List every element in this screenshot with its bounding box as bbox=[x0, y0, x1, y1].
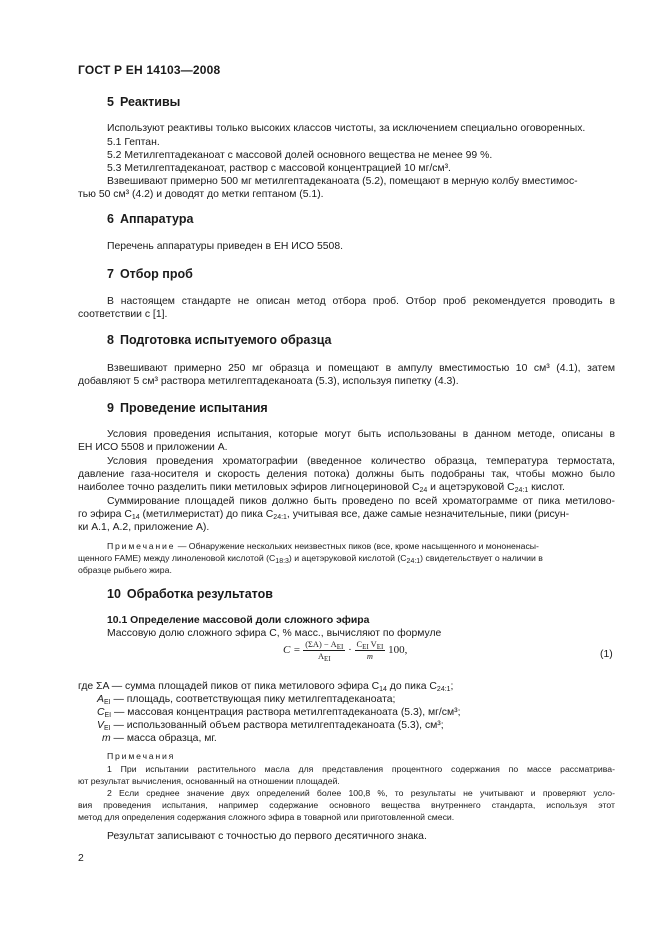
definition-m bbox=[102, 732, 217, 745]
s9-note-line-1 bbox=[107, 541, 539, 553]
text-run: C bbox=[97, 707, 105, 718]
subscript: 14 bbox=[379, 686, 387, 693]
note-label: Примечание bbox=[107, 541, 176, 551]
numerator-2 bbox=[355, 640, 386, 651]
fraction-2 bbox=[355, 640, 386, 661]
note-1-line-2: ют результат вычисления, основанный на отношении площадей. bbox=[78, 776, 340, 786]
text-run: (метилмеристат) до пика С bbox=[139, 509, 274, 520]
definition-sum-a bbox=[78, 680, 453, 693]
s9-p2-line-1: Условия проведения хроматографии (введенное количество образца, температура термостата, bbox=[107, 456, 615, 467]
note-2-line-1: 2 Если среднее значение двух определений более 100,8 %, то результаты не учитывают и проверяют усло- bbox=[107, 788, 615, 798]
definition-c-ei bbox=[97, 706, 460, 719]
section-number: 9 bbox=[107, 401, 114, 415]
subscript: EI bbox=[336, 643, 344, 651]
s8-line-1: Взвешивают примерно 250 мг образца и помещают в ампулу вместимостью 10 см³ (4.1), затем bbox=[107, 363, 615, 374]
section-title: Отбор проб bbox=[119, 267, 193, 281]
section-title: Реактивы bbox=[119, 95, 181, 109]
s7-line-1: В настоящем стандарте не описан метод отбора проб. Отбор проб рекомендуется проводить в bbox=[107, 296, 615, 307]
text-run: ; bbox=[450, 681, 454, 692]
text-run: где ΣA — сумма площадей пиков от пика метилового эфира С bbox=[78, 681, 380, 692]
s9-p3-line-2 bbox=[78, 508, 615, 521]
section-5-heading bbox=[107, 95, 180, 109]
subscript: EI bbox=[362, 643, 369, 651]
s5-item-4-line-2: тью 50 см³ (4.2) и доводят до метки гептаном (5.1). bbox=[78, 189, 324, 200]
section-7-heading bbox=[107, 267, 193, 281]
subscript: 24:1 bbox=[436, 686, 451, 693]
subscript: 24:1 bbox=[514, 487, 529, 494]
text-run: ) и ацетэруковой кислотой (С bbox=[288, 553, 407, 563]
text-run: до пика С bbox=[386, 681, 437, 692]
s5-item-2: 5.2 Метилгептадеканоат с массовой долей основного вещества не менее 99 %. bbox=[107, 150, 493, 161]
subscript: 18:3 bbox=[275, 558, 289, 565]
s8-line-2: добавляют 5 см³ раствора метилгептадеканоата (5.3), используя пипетку (4.3). bbox=[78, 376, 459, 387]
result-precision-text: Результат записывают с точностью до первого десятичного знака. bbox=[107, 831, 427, 842]
s6-text: Перечень аппаратуры приведен в ЕН ИСО 5508. bbox=[107, 241, 343, 252]
section-number: 8 bbox=[107, 333, 114, 347]
text-run: наиболее точно разделить пики метиловых эфиров лигноцериновой С bbox=[78, 482, 420, 493]
fraction-1 bbox=[303, 640, 345, 661]
multiply-sign: · bbox=[348, 644, 352, 657]
text-run: (ΣA) − A bbox=[305, 640, 337, 649]
subscript: 14 bbox=[131, 514, 140, 521]
text-run: го эфира С bbox=[78, 509, 132, 520]
section-number: 7 bbox=[107, 267, 114, 281]
s9-p3-line-1: Суммирование площадей пиков должно быть проведено по всей хроматограмме от пика метилово- bbox=[107, 496, 615, 507]
text-run: m bbox=[102, 733, 111, 744]
denominator-1 bbox=[303, 651, 345, 661]
subscript: EI bbox=[103, 699, 111, 706]
section-number: 5 bbox=[107, 95, 114, 109]
s5-item-3: 5.3 Метилгептадеканоат, раствор с массовой концентрацией 10 мг/см³. bbox=[107, 163, 451, 174]
definition-a-ei bbox=[97, 693, 395, 706]
s9-p1-line-2: ЕН ИСО 5508 и приложении А. bbox=[78, 442, 228, 453]
note-1-line-1: 1 При испытании растительного масла для представления процентного содержания по массе рассматрива- bbox=[107, 764, 615, 774]
formula-tail: 100, bbox=[388, 644, 408, 657]
section-title: Проведение испытания bbox=[119, 401, 268, 415]
denominator-2: m bbox=[366, 652, 373, 661]
subscript: 24:1 bbox=[273, 514, 287, 521]
text-run: — масса образца, мг. bbox=[110, 733, 217, 744]
s9-p2-line-2: давление газа-носителя и скорость деления потока) должны быть подобраны так, чтобы можно было bbox=[78, 469, 615, 480]
subscript: 24:1 bbox=[406, 558, 421, 565]
text-run: — использованный объем раствора метилгептадеканоата (5.3), см³; bbox=[110, 720, 444, 731]
document-header: ГОСТ Р ЕН 14103—2008 bbox=[78, 63, 221, 77]
formula-lhs: C = bbox=[283, 644, 301, 657]
text-run: ) свидетельствует о наличии в bbox=[420, 553, 543, 563]
s9-p3-line-3: ки А.1, А.2, приложение А). bbox=[78, 522, 210, 533]
subscript: EI bbox=[104, 712, 112, 719]
subscript: 24 bbox=[419, 487, 428, 494]
subscript: EI bbox=[324, 655, 331, 663]
s9-note-line-2 bbox=[78, 553, 615, 565]
s5-intro: Используют реактивы только высоких классов чистоты, за исключением специально оговоренных. bbox=[107, 123, 586, 134]
subscript: EI bbox=[376, 643, 384, 651]
section-6-heading bbox=[107, 212, 193, 226]
section-9-heading bbox=[107, 401, 268, 415]
note-2-line-2: вия проведения испытания, например содержание основного вещества внутреннего стандарта, используя этот bbox=[78, 800, 615, 810]
section-title: Подготовка испытуемого образца bbox=[119, 333, 332, 347]
note-2-line-3: метод для определения содержания сложного эфира в товарной или приготовленной смеси. bbox=[78, 812, 455, 822]
text-run: и ацетэруковой С bbox=[427, 482, 515, 493]
s7-line-2: соответствии с [1]. bbox=[78, 309, 168, 320]
text-run: V bbox=[368, 640, 377, 649]
page-number: 2 bbox=[78, 853, 84, 864]
section-8-heading bbox=[107, 333, 332, 347]
formula-number: (1) bbox=[600, 649, 613, 660]
notes-label: Примечания bbox=[107, 751, 176, 761]
text-run: щенного FAME) между линоленовой кислотой (С bbox=[78, 553, 276, 563]
text-run: V bbox=[97, 720, 104, 731]
text-run: C bbox=[356, 640, 363, 649]
s10-intro: Массовую долю сложного эфира С, % масс., вычисляют по формуле bbox=[107, 628, 442, 639]
numerator-1 bbox=[303, 640, 345, 651]
section-number: 6 bbox=[107, 212, 114, 226]
text-run: — массовая концентрация раствора метилгептадеканоата (5.3), мг/см³; bbox=[111, 707, 461, 718]
text-run: , учитывая все, даже самые незначительные, пики (рисун- bbox=[286, 509, 570, 520]
text-run: — Обнаружение нескольких неизвестных пиков (все, кроме насыщенного и мононенасы- bbox=[175, 541, 539, 551]
text-run: A bbox=[97, 694, 104, 705]
text-run: A bbox=[317, 652, 325, 661]
section-title: Обработка результатов bbox=[126, 587, 273, 601]
s9-note-line-3: образце рыбьего жира. bbox=[78, 565, 172, 575]
mass-fraction-formula bbox=[283, 640, 407, 661]
section-title: Аппаратура bbox=[119, 212, 194, 226]
s9-p1-line-1: Условия проведения испытания, которые могут быть использованы в данном методе, описаны в bbox=[107, 429, 615, 440]
s9-p2-line-3 bbox=[78, 481, 615, 494]
s5-item-1: 5.1 Гептан. bbox=[107, 137, 160, 148]
definition-v-ei bbox=[97, 719, 444, 732]
section-10-heading bbox=[107, 587, 273, 601]
subsection-10-1-heading: 10.1 Определение массовой доли сложного эфира bbox=[107, 615, 370, 626]
subscript: EI bbox=[103, 725, 111, 732]
section-number: 10 bbox=[107, 587, 121, 601]
s5-item-4-line-1: Взвешивают примерно 500 мг метилгептадеканоата (5.2), помещают в мерную колбу вместимос- bbox=[107, 176, 578, 187]
text-run: — площадь, соответствующая пику метилгептадеканоата; bbox=[110, 694, 396, 705]
text-run: кислот. bbox=[528, 482, 565, 493]
